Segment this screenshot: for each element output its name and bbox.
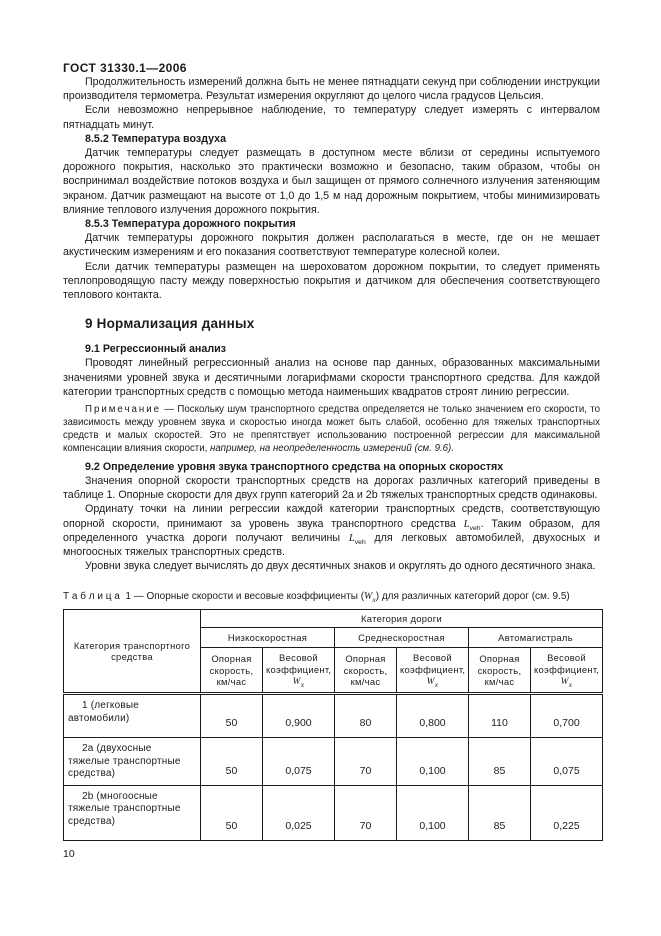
cell-value: 0,700 bbox=[531, 694, 603, 738]
heading-section-9: 9 Нормализация данных bbox=[85, 316, 255, 332]
cell-value: 50 bbox=[201, 694, 263, 738]
group-header-motorway: Автомагистраль bbox=[469, 628, 603, 648]
l-subscript-veh-2: veh bbox=[354, 538, 366, 546]
cell-value: 0,100 bbox=[397, 738, 469, 786]
w-subscript-3: x bbox=[568, 679, 573, 689]
cell-value: 0,025 bbox=[263, 785, 335, 840]
cell-value: 80 bbox=[335, 694, 397, 738]
paragraph-measurement-interval: Если невозможно непрерывное наблюдение, то температуру следует измерять с интервалом пятнадцать минут. bbox=[63, 104, 600, 131]
weight-label-1: Весовой коэффициент, bbox=[266, 652, 332, 675]
subcolumn-header-ref-speed-2: Опорная скорость, км/час bbox=[335, 648, 397, 694]
note-text: Поскольку шум транспортного средства определяется не только значением его скорости, то зависимость между уровнем звука и скоростью иногда может быть слабой, особенно для тяжелых транспортных средств и малых скоростей. Это не препятствует использованию построенной регрессии для максимальной компенсации влияния скорости, bbox=[63, 404, 601, 454]
w-symbol-2: W bbox=[426, 677, 435, 688]
table-caption bbox=[63, 591, 600, 605]
column-header-road-category: Категория дороги bbox=[201, 610, 603, 628]
paragraph-surface-temperature-1: Датчик температуры дорожного покрытия должен располагаться в месте, где он не мешает акустическим измерениям и его показания соответствуют температуре колесной колеи. bbox=[63, 232, 600, 259]
subcolumn-header-weight-2 bbox=[397, 648, 469, 694]
heading-8-5-2: 8.5.2 Температура воздуха bbox=[85, 132, 227, 145]
cell-value: 0,900 bbox=[263, 694, 335, 738]
table-row-category-2a bbox=[64, 738, 603, 786]
paragraph-lveh-definition bbox=[63, 502, 600, 559]
heading-8-5-3: 8.5.3 Температура дорожного покрытия bbox=[85, 218, 296, 231]
cell-value: 110 bbox=[469, 694, 531, 738]
lveh-text-3: для легковых автомобилей, двухосных и многоосных тяжелых транспортных средств. bbox=[63, 531, 600, 558]
heading-9-1: 9.1 Регрессионный анализ bbox=[85, 343, 226, 356]
paragraph-surface-temperature-2: Если датчик температуры размещен на шероховатом дорожном покрытии, то следует применять теплопроводящую пасту между поверхностью покрытия и датчиком для обеспечения соответствующего теплового контакта. bbox=[63, 260, 600, 302]
l-symbol: L bbox=[463, 517, 470, 530]
note-paragraph bbox=[63, 404, 600, 456]
w-symbol-1: W bbox=[292, 677, 301, 688]
table-caption-suffix: ) для различных категорий дорог (см. 9.5) bbox=[375, 591, 570, 603]
cell-value: 50 bbox=[201, 785, 263, 840]
lveh-text-1: Ординату точки на линии регрессии каждой категории транспортных средств, соответствующую опорной скорости, принимают за уровень звука транспортного средства bbox=[63, 503, 600, 530]
paragraph-reference-speeds: Значения опорной скорости транспортных средств на дорогах различных категорий приведены в таблице 1. Опорные скорости для двух групп категорий 2а и 2b тяжелых транспортных средств одинаковы. bbox=[63, 474, 600, 502]
page-number: 10 bbox=[63, 847, 75, 860]
paragraph-air-temperature: Датчик температуры следует размещать в доступном месте вблизи от середины испытуемого дорожного покрытия, насколько это практически возможно и безопасно, таким образом, чтобы он воспринимал воздействие потоков воздуха и был защищен от прямого солнечного излучения затеняющим экраном. Датчик размещают на высоте от 1,0 до 1,5 м над дорожным покрытием, чтобы минимизировать влияние теплового излучения дорожного покрытия. bbox=[63, 147, 600, 216]
subcolumn-header-weight-3 bbox=[531, 648, 603, 694]
paragraph-regression-analysis: Проводят линейный регрессионный анализ на основе пар данных, образованных максимальными значениями уровней звука и десятичными логарифмами скорости транспортного средства. Для каждой категории транспортных средств с помощью метода наименьших квадратов строят линию регрессии. bbox=[63, 357, 600, 398]
table-row-category-1 bbox=[64, 694, 603, 738]
l-subscript-veh: veh bbox=[469, 524, 481, 532]
w-subscript-2: x bbox=[434, 679, 439, 689]
note-label: Примечание bbox=[85, 404, 162, 416]
reference-speeds-table bbox=[63, 609, 603, 841]
table-caption-prefix: Т а б л и ц а 1 — Опорные скорости и весовые коэффициенты ( bbox=[63, 591, 365, 603]
subcolumn-header-ref-speed-1: Опорная скорость, км/час bbox=[201, 648, 263, 694]
weight-label-2: Весовой коэффициент, bbox=[400, 652, 466, 675]
cell-value: 85 bbox=[469, 785, 531, 840]
group-header-medium-speed: Среднескоростная bbox=[335, 628, 469, 648]
heading-9-2: 9.2 Определение уровня звука транспортного средства на опорных скоростях bbox=[85, 460, 504, 473]
cell-value: 0,075 bbox=[263, 738, 335, 786]
lveh-text-2: . Таким образом, для определенного участка дороги получают величины bbox=[63, 517, 600, 544]
cell-value: 85 bbox=[469, 738, 531, 786]
paragraph-rounding-rule: Уровни звука следует вычислять до двух десятичных знаков и округлять до одного десятичного знака. bbox=[85, 560, 596, 573]
l-symbol-2: L bbox=[348, 531, 355, 544]
weight-label-3: Весовой коэффициент, bbox=[534, 652, 600, 675]
page-content bbox=[63, 0, 600, 860]
document-number-header: ГОСТ 31330.1—2006 bbox=[63, 61, 187, 75]
subcolumn-header-ref-speed-3: Опорная скорость, км/час bbox=[469, 648, 531, 694]
row-category-label: 2а (двухосные тяжелые транспортные средства) bbox=[64, 738, 201, 786]
w-symbol-caption: W bbox=[364, 591, 373, 603]
row-category-label: 2b (многоосные тяжелые транспортные средства) bbox=[64, 785, 201, 840]
cell-value: 0,225 bbox=[531, 785, 603, 840]
column-header-vehicle-category: Категория транспортного средства bbox=[64, 610, 201, 694]
row-category-label: 1 (легковые автомобили) bbox=[64, 694, 201, 738]
w-subscript-1: x bbox=[300, 679, 305, 689]
note-dash: — bbox=[161, 404, 178, 416]
cell-value: 0,800 bbox=[397, 694, 469, 738]
cell-value: 50 bbox=[201, 738, 263, 786]
note-italic-text: например, на неопределенность измерений (см. 9.6). bbox=[210, 442, 454, 454]
subcolumn-header-weight-1 bbox=[263, 648, 335, 694]
w-subscript-caption: x bbox=[372, 595, 376, 605]
cell-value: 0,100 bbox=[397, 785, 469, 840]
cell-value: 70 bbox=[335, 738, 397, 786]
group-header-low-speed: Низкоскоростная bbox=[201, 628, 335, 648]
cell-value: 0,075 bbox=[531, 738, 603, 786]
paragraph-measurement-duration: Продолжительность измерений должна быть не менее пятнадцати секунд при соблюдении инструкции производителя термометра. Результат измерения округляют до целого числа градусов Цельсия. bbox=[63, 76, 600, 103]
cell-value: 70 bbox=[335, 785, 397, 840]
table-row-category-2b bbox=[64, 785, 603, 840]
w-symbol-3: W bbox=[560, 677, 569, 688]
